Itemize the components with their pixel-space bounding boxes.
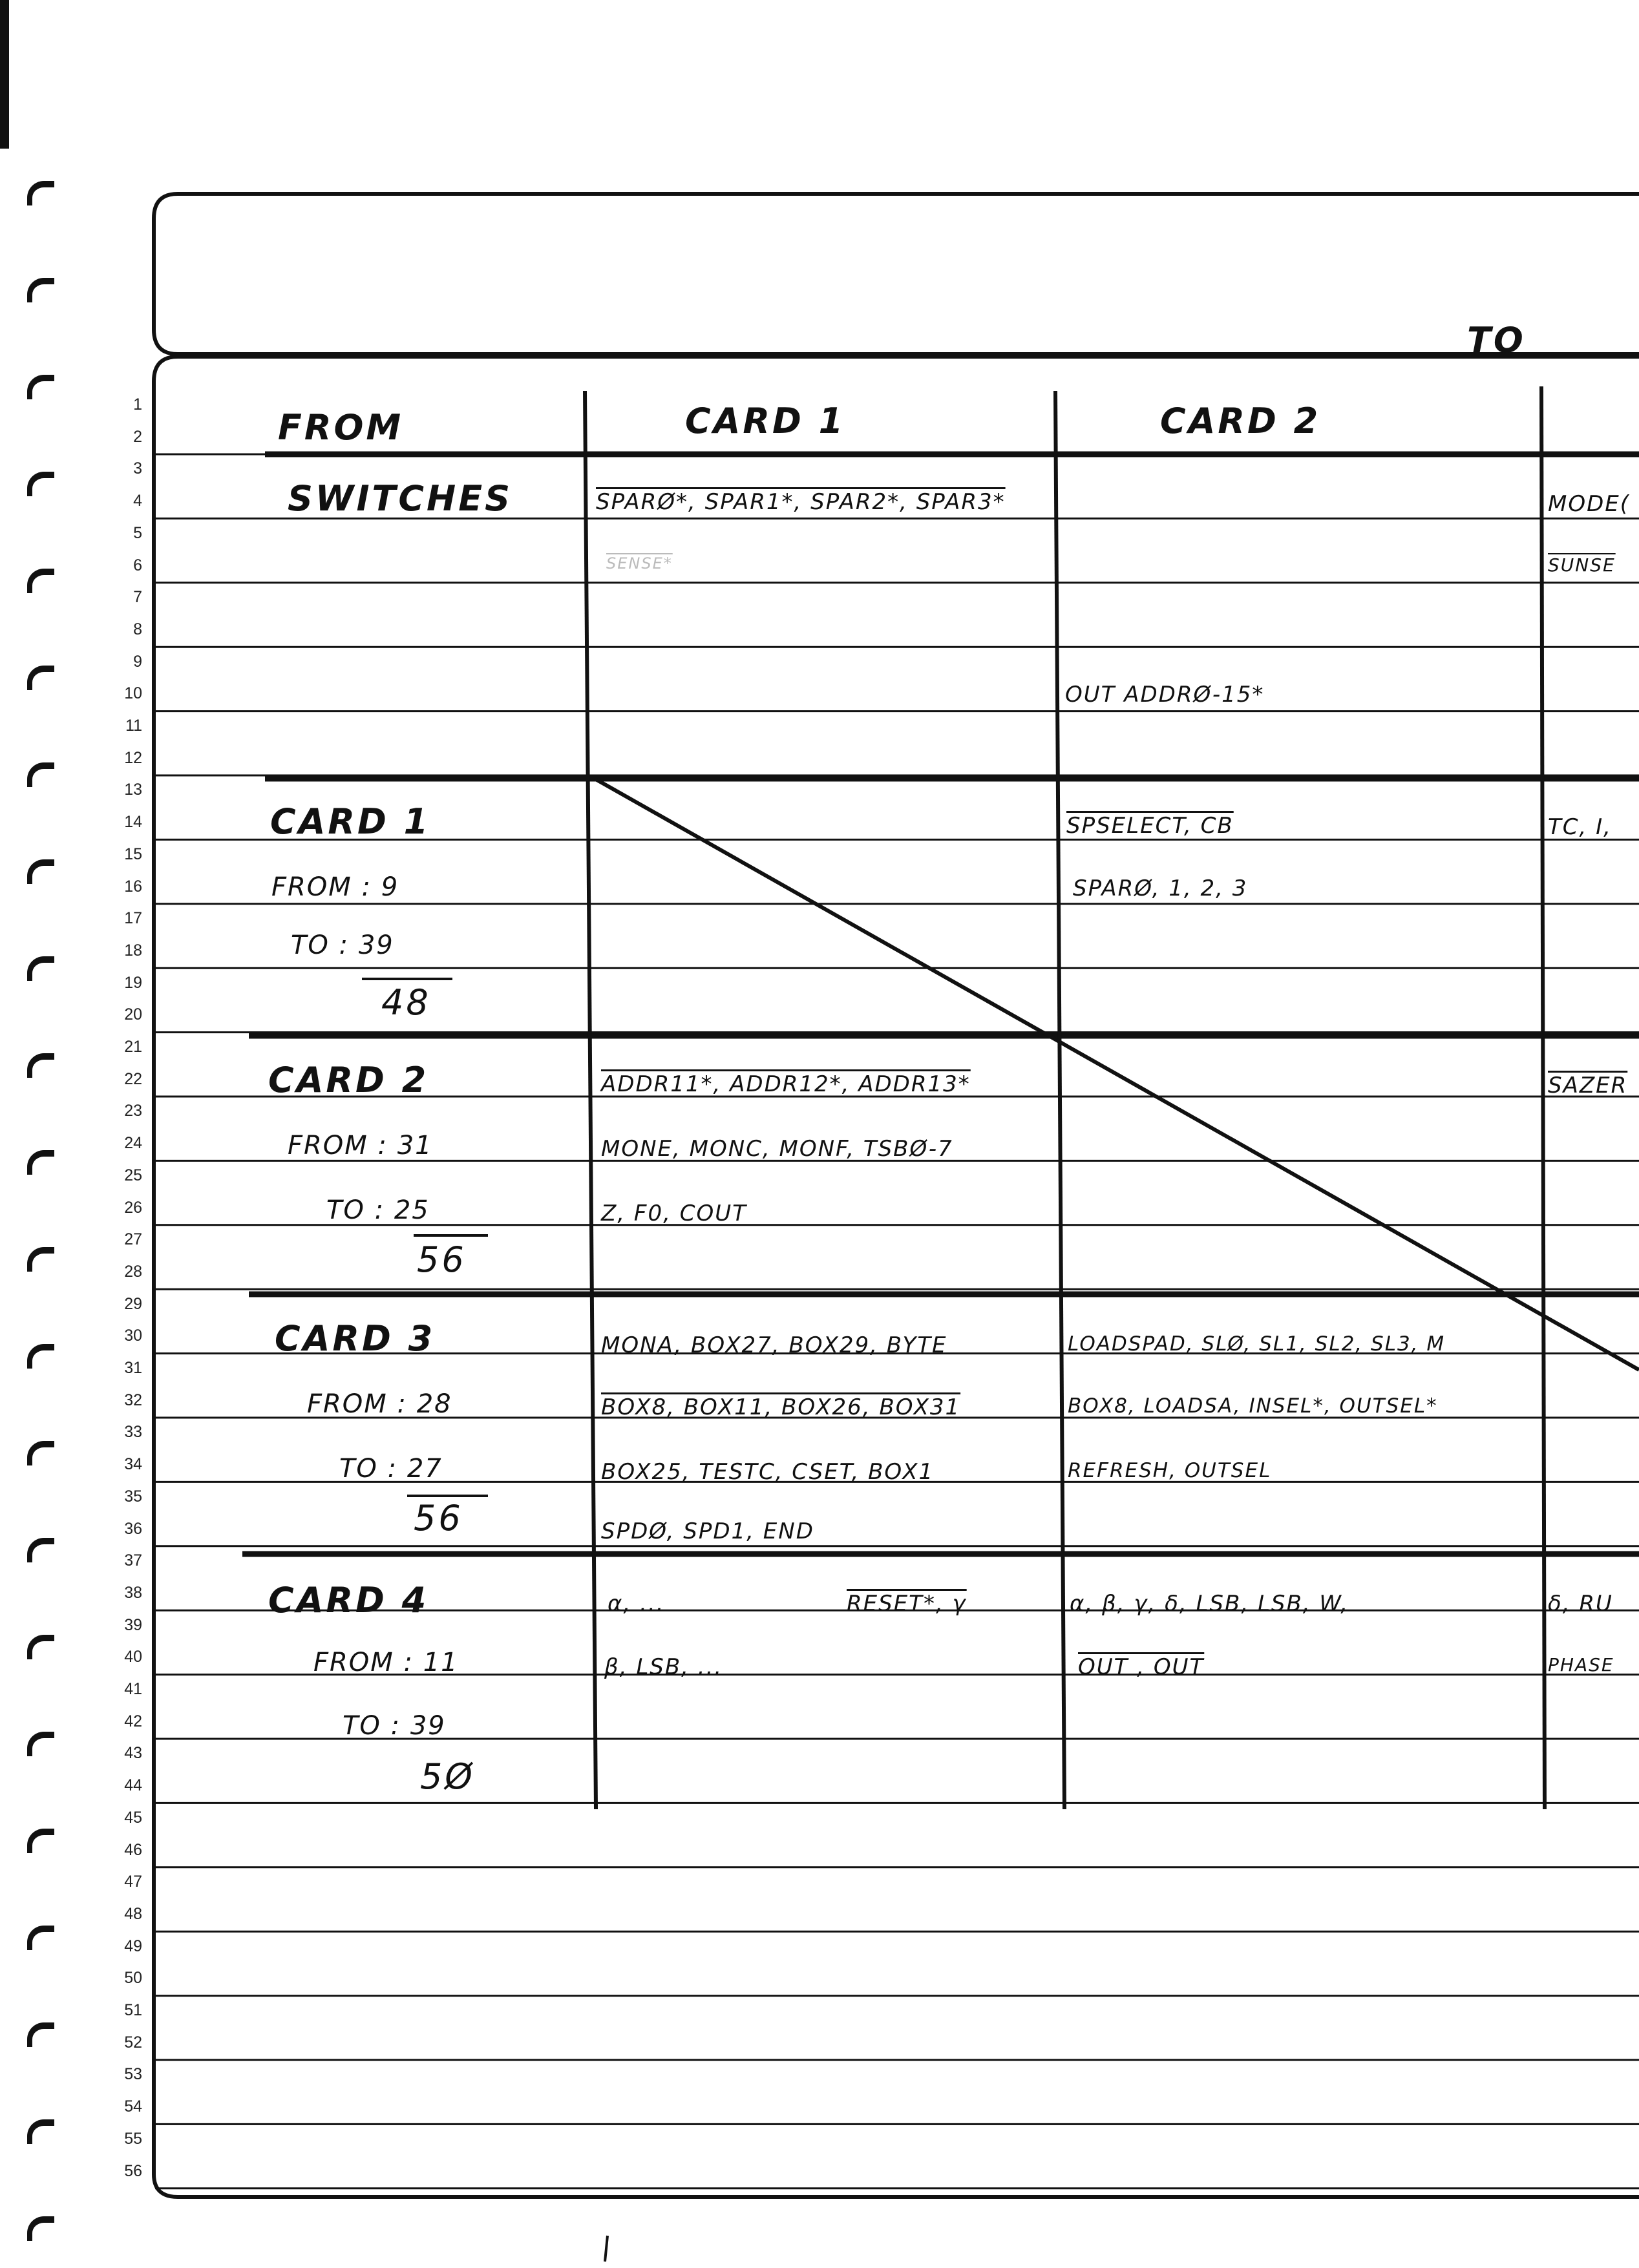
card3-row-label: CARD 3 xyxy=(275,1318,436,1359)
switches-card2-line: OUT ADDRØ-15* xyxy=(1065,682,1265,708)
card2-right-edge: SAZER xyxy=(1548,1073,1628,1098)
card3-card1-line: SPDØ, SPD1, END xyxy=(601,1518,814,1544)
line-number: 46 xyxy=(124,1840,142,1859)
line-number: 30 xyxy=(124,1327,142,1345)
line-number: 38 xyxy=(124,1583,142,1602)
line-number: 24 xyxy=(124,1134,142,1153)
card2-from: FROM : 31 xyxy=(288,1131,433,1160)
card4-total: 5Ø xyxy=(420,1756,475,1797)
line-number: 40 xyxy=(124,1648,142,1666)
line-number: 56 xyxy=(124,2161,142,2180)
line-number: 20 xyxy=(124,1005,142,1024)
card4-card1-line: α, ... xyxy=(608,1591,665,1617)
switches-right-edge: SUNSE xyxy=(1548,554,1616,576)
line-number: 21 xyxy=(124,1038,142,1056)
line-number: 28 xyxy=(124,1262,142,1281)
line-number: 45 xyxy=(124,1808,142,1827)
line-number: 29 xyxy=(124,1294,142,1313)
form-box xyxy=(154,357,1639,2197)
card2-row-label: CARD 2 xyxy=(268,1060,429,1100)
card4-card1-line: RESET*, γ xyxy=(847,1591,967,1617)
card2-column-header: CARD 2 xyxy=(1160,401,1321,441)
line-number: 33 xyxy=(124,1423,142,1442)
card1-from: FROM : 9 xyxy=(271,872,399,902)
card3-card2-line: BOX8, LOADSA, INSEL*, OUTSEL* xyxy=(1068,1394,1438,1418)
line-number: 34 xyxy=(124,1455,142,1474)
to-header-label: TO xyxy=(1467,320,1526,361)
line-number: 49 xyxy=(124,1937,142,1955)
line-number: 27 xyxy=(124,1230,142,1249)
switches-row-label: SWITCHES xyxy=(288,478,513,519)
line-number: 14 xyxy=(124,813,142,832)
card3-from: FROM : 28 xyxy=(307,1389,452,1419)
card1-right-edge: TC, I, xyxy=(1548,814,1612,840)
card2-card1-line: MONE, MONC, MONF, TSBØ-7 xyxy=(601,1136,953,1162)
card4-card2-line: OUT , OUT xyxy=(1078,1654,1205,1680)
card1-row-label: CARD 1 xyxy=(270,801,431,842)
card4-right-edge: δ, RU xyxy=(1548,1591,1613,1617)
line-number: 54 xyxy=(124,2097,142,2116)
line-number: 15 xyxy=(124,845,142,863)
card1-card2-line: SPSELECT, CB xyxy=(1066,813,1234,839)
line-number: 31 xyxy=(124,1359,142,1377)
card3-card2-line: REFRESH, OUTSEL xyxy=(1068,1459,1272,1482)
line-number: 11 xyxy=(125,717,142,735)
line-number: 2 xyxy=(133,427,142,446)
line-number: 42 xyxy=(124,1712,142,1730)
card3-card2-line: LOADSPAD, SLØ, SL1, SL2, SL3, M xyxy=(1068,1332,1446,1356)
line-number: 3 xyxy=(133,459,142,478)
line-number: 8 xyxy=(133,620,142,638)
switches-card1-line: SPARØ*, SPAR1*, SPAR2*, SPAR3* xyxy=(596,489,1006,515)
card2-to: TO : 25 xyxy=(326,1195,430,1225)
card2-card1-line: Z, F0, COUT xyxy=(601,1201,747,1226)
line-number: 37 xyxy=(124,1551,142,1570)
line-number: 9 xyxy=(133,652,142,671)
line-number: 19 xyxy=(124,973,142,992)
line-number: 52 xyxy=(124,2033,142,2052)
header-box xyxy=(154,194,1639,354)
card3-card1-line: BOX8, BOX11, BOX26, BOX31 xyxy=(601,1394,961,1420)
line-number: 25 xyxy=(124,1166,142,1184)
line-number: 35 xyxy=(124,1487,142,1506)
line-number: 39 xyxy=(124,1615,142,1634)
card4-right-edge: PHASE xyxy=(1548,1654,1614,1675)
card4-from: FROM : 11 xyxy=(313,1648,459,1677)
line-number: 18 xyxy=(124,941,142,960)
line-number: 6 xyxy=(133,556,142,574)
card3-to: TO : 27 xyxy=(339,1454,443,1484)
card2-total: 56 xyxy=(417,1239,467,1280)
line-number: 41 xyxy=(124,1680,142,1698)
line-number: 17 xyxy=(124,909,142,928)
line-number: 4 xyxy=(133,492,142,510)
line-number: 47 xyxy=(124,1873,142,1891)
line-number: 26 xyxy=(124,1198,142,1217)
line-number: 10 xyxy=(124,684,142,703)
card2-card1-line: ADDR11*, ADDR12*, ADDR13* xyxy=(601,1071,971,1097)
card3-card1-line: BOX25, TESTC, CSET, BOX1 xyxy=(601,1459,935,1485)
line-number: 51 xyxy=(124,2001,142,2019)
line-number: 32 xyxy=(124,1391,142,1409)
line-number: 12 xyxy=(124,748,142,767)
line-number: 16 xyxy=(124,877,142,896)
card1-total: 48 xyxy=(381,982,431,1023)
from-column-header: FROM xyxy=(278,407,404,448)
switches-card1-line: SENSE* xyxy=(606,554,673,572)
line-number: 36 xyxy=(124,1519,142,1538)
line-number: 1 xyxy=(133,395,142,414)
card4-card2-line: α, β, γ, δ, LSB, LSB, W, xyxy=(1070,1591,1349,1617)
card1-to: TO : 39 xyxy=(291,930,394,960)
line-number: 55 xyxy=(124,2129,142,2148)
line-number: 5 xyxy=(133,523,142,542)
line-number: 44 xyxy=(124,1776,142,1795)
line-number: 22 xyxy=(124,1069,142,1088)
card4-row-label: CARD 4 xyxy=(268,1580,429,1621)
line-number: 43 xyxy=(124,1744,142,1763)
line-number: 50 xyxy=(124,1969,142,1988)
card4-to: TO : 39 xyxy=(343,1711,446,1741)
card1-card2-line: SPARØ, 1, 2, 3 xyxy=(1073,876,1248,901)
card4-card1-line: β, LSB, ... xyxy=(604,1654,723,1680)
line-number: 53 xyxy=(124,2065,142,2084)
line-number: 7 xyxy=(133,588,142,607)
line-number: 13 xyxy=(124,781,142,799)
card3-total: 56 xyxy=(414,1498,463,1538)
switches-right-edge: MODE( xyxy=(1548,491,1631,517)
line-number: 23 xyxy=(124,1102,142,1120)
card1-column-header: CARD 1 xyxy=(685,401,846,441)
line-number: 48 xyxy=(124,1904,142,1923)
card3-card1-line: MONA, BOX27, BOX29, BYTE xyxy=(601,1332,947,1358)
